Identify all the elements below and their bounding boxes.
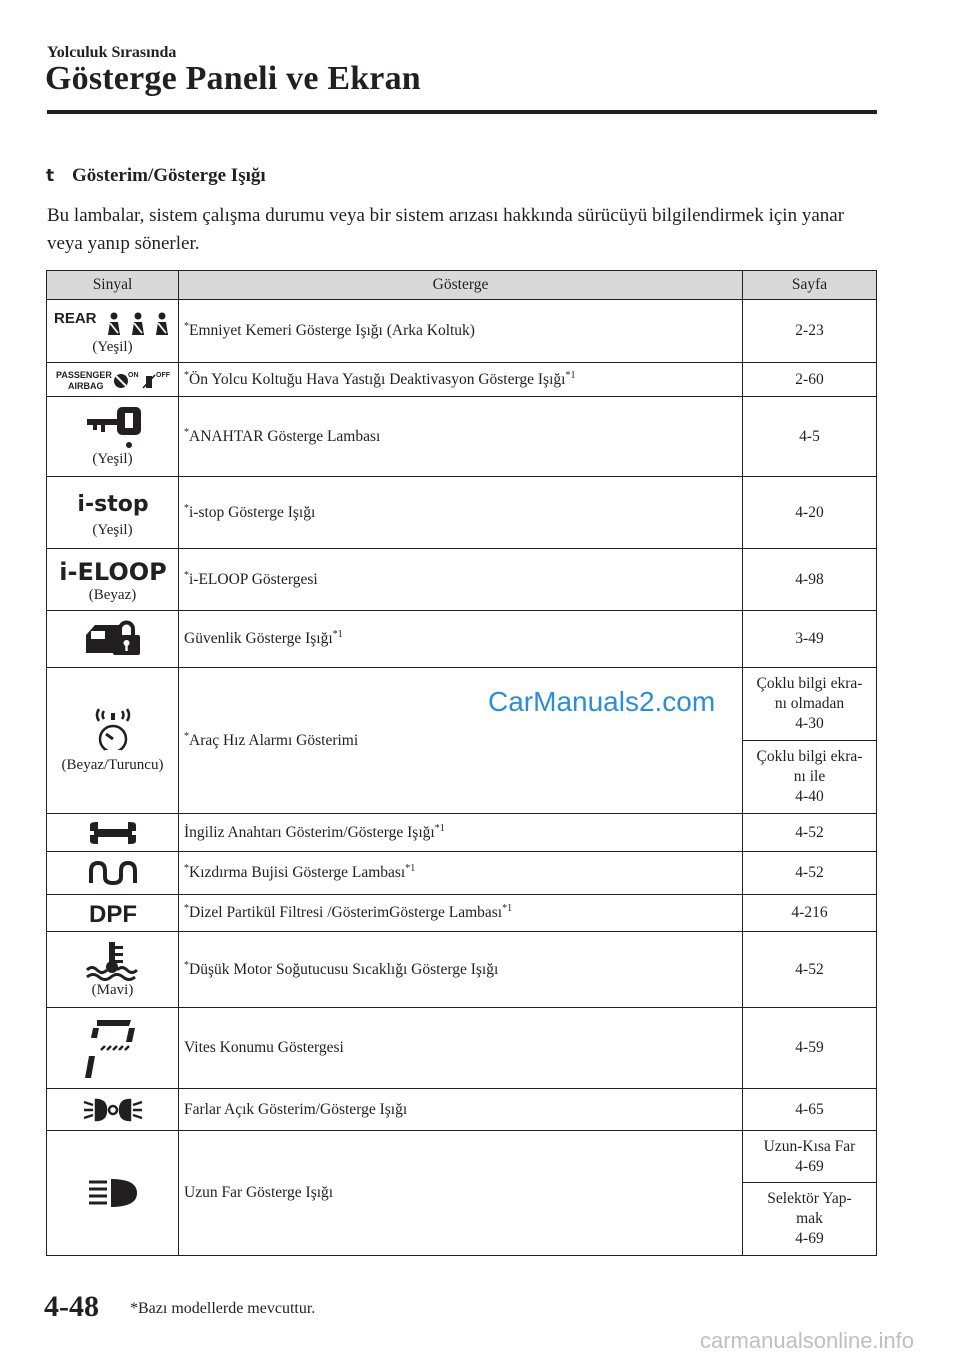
table-row [47, 363, 877, 397]
table-row [47, 932, 877, 1008]
indicator-cell: *i-ELOOP Göstergesi [179, 549, 743, 611]
page-cell: 4-5 [743, 397, 877, 477]
page-cell: 4-52 [743, 852, 877, 895]
page-cell: 3-49 [743, 611, 877, 668]
indicator-cell: *Emniyet Kemeri Gösterge Işığı (Arka Koltuk) [179, 300, 743, 363]
rear-seatbelt-icon [54, 307, 172, 337]
signal-cell [47, 814, 179, 852]
signal-cell [47, 477, 179, 549]
table-row [47, 477, 877, 549]
table-row [47, 852, 877, 895]
header-indicator: Gösterge [179, 271, 743, 300]
page-cell: Çoklu bilgi ekra- nı olmadan 4-30 [743, 668, 877, 741]
shift-position-icon [85, 1016, 141, 1080]
indicator-cell: Farlar Açık Gösterim/Gösterge Işığı [179, 1089, 743, 1131]
page-cell: Selektör Yap- mak 4-69 [743, 1183, 877, 1256]
signal-cell [47, 1089, 179, 1131]
indicator-cell: *Dizel Partikül Filtresi /GösterimGösterge Lambası$^{*1}$ [179, 895, 743, 932]
table-row [47, 668, 877, 741]
indicator-table [46, 270, 877, 1256]
page-cell: 4-52 [743, 932, 877, 1008]
signal-cell [47, 895, 179, 932]
signal-cell [47, 363, 179, 397]
indicator-cell: Uzun Far Gösterge Işığı [179, 1131, 743, 1256]
passenger-airbag-off-icon [54, 368, 172, 392]
table-row [47, 549, 877, 611]
signal-cell [47, 668, 179, 814]
page-cell: 4-52 [743, 814, 877, 852]
signal-cell [47, 611, 179, 668]
i-eloop-icon [58, 555, 167, 586]
page-cell: 4-59 [743, 1008, 877, 1089]
page-cell: 4-65 [743, 1089, 877, 1131]
headlights-on-icon [82, 1097, 144, 1123]
color-label: (Yeşil) [92, 338, 133, 355]
page-title: Gösterge Paneli ve Ekran [45, 60, 421, 97]
table-row [47, 397, 877, 477]
page-cell: Çoklu bilgi ekra- nı ile 4-40 [743, 741, 877, 814]
table-row [47, 895, 877, 932]
page-number: 4-48 [44, 1290, 99, 1323]
svg-text:REAR: REAR [53, 309, 97, 327]
signal-cell [47, 397, 179, 477]
section-label: Yolculuk Sırasında [47, 44, 177, 61]
signal-cell [47, 932, 179, 1008]
color-label: (Yeşil) [92, 522, 133, 538]
coolant-temp-icon [85, 940, 141, 980]
signal-cell [47, 549, 179, 611]
svg-text:PASSENGER: PASSENGER [55, 369, 112, 380]
page-cell: 4-216 [743, 895, 877, 932]
security-car-lock-icon [83, 619, 143, 659]
glow-plug-icon [88, 859, 138, 887]
wrench-icon [88, 822, 138, 844]
signal-cell [47, 300, 179, 363]
site-brand: carmanualsonline.info [700, 1328, 915, 1353]
page-cell: 2-60 [743, 363, 877, 397]
color-label: (Beyaz) [88, 587, 137, 603]
color-label: (Mavi) [91, 982, 134, 998]
color-label: (Yeşil) [92, 451, 133, 467]
bullet-marker: t [46, 166, 55, 186]
table-row [47, 1089, 877, 1131]
indicator-cell: Vites Konumu Göstergesi [179, 1008, 743, 1089]
table-header-row [47, 271, 877, 300]
svg-text:DPF: DPF [88, 901, 137, 928]
subheading [46, 165, 266, 187]
intro-paragraph: Bu lambalar, sistem çalışma durumu veya bir sistem arızası hakkında sürücüyü bilgilendirmek için yanar veya yanıp sönerler. [47, 205, 845, 254]
indicator-cell: İngiliz Anahtarı Gösterim/Gösterge Işığı$^{*1}$ [179, 814, 743, 852]
i-stop-icon [76, 486, 149, 520]
table-row [47, 611, 877, 668]
color-label: (Beyaz/Turuncu) [61, 757, 164, 773]
key-icon [83, 405, 143, 449]
signal-cell [47, 1008, 179, 1089]
indicator-cell: *i-stop Gösterge Işığı [179, 477, 743, 549]
footnote: *Bazı modellerde mevcuttur. [130, 1300, 316, 1317]
signal-cell [47, 852, 179, 895]
title-rule [47, 110, 877, 114]
page-cell: 4-98 [743, 549, 877, 611]
svg-text:AIRBAG: AIRBAG [67, 380, 103, 391]
indicator-cell: *Kızdırma Bujisi Gösterge Lambası$^{*1}$ [179, 852, 743, 895]
dpf-icon [82, 900, 144, 926]
indicator-cell: *ANAHTAR Gösterge Lambası [179, 397, 743, 477]
watermark: CarManuals2.com [488, 686, 716, 717]
subheading-text: Gösterim/Gösterge Işığı [72, 165, 266, 186]
table-row [47, 1131, 877, 1183]
page-cell: Uzun-Kısa Far 4-69 [743, 1131, 877, 1183]
svg-text:i-ELOOP: i-ELOOP [58, 558, 167, 586]
indicator-cell: *Ön Yolcu Koltuğu Hava Yastığı Deaktivasyon Gösterge Işığı$^{*1}$ [179, 363, 743, 397]
table-row [47, 1008, 877, 1089]
indicator-cell: Güvenlik Gösterge Işığı$^{*1}$ [179, 611, 743, 668]
speed-alarm-icon [91, 707, 135, 755]
svg-text:OFF: OFF [155, 371, 170, 379]
table-row [47, 814, 877, 852]
high-beam-icon [87, 1177, 139, 1209]
signal-cell [47, 1131, 179, 1256]
svg-text:i-stop: i-stop [76, 492, 149, 517]
page-cell: 4-20 [743, 477, 877, 549]
page-cell: 2-23 [743, 300, 877, 363]
svg-text:ON: ON [127, 371, 138, 379]
header-page: Sayfa [743, 271, 877, 300]
header-signal: Sinyal [47, 271, 179, 300]
indicator-cell: *Düşük Motor Soğutucusu Sıcaklığı Gösterge Işığı [179, 932, 743, 1008]
indicator-cell: *Araç Hız Alarmı Gösterimi [179, 668, 743, 814]
table-row [47, 300, 877, 363]
